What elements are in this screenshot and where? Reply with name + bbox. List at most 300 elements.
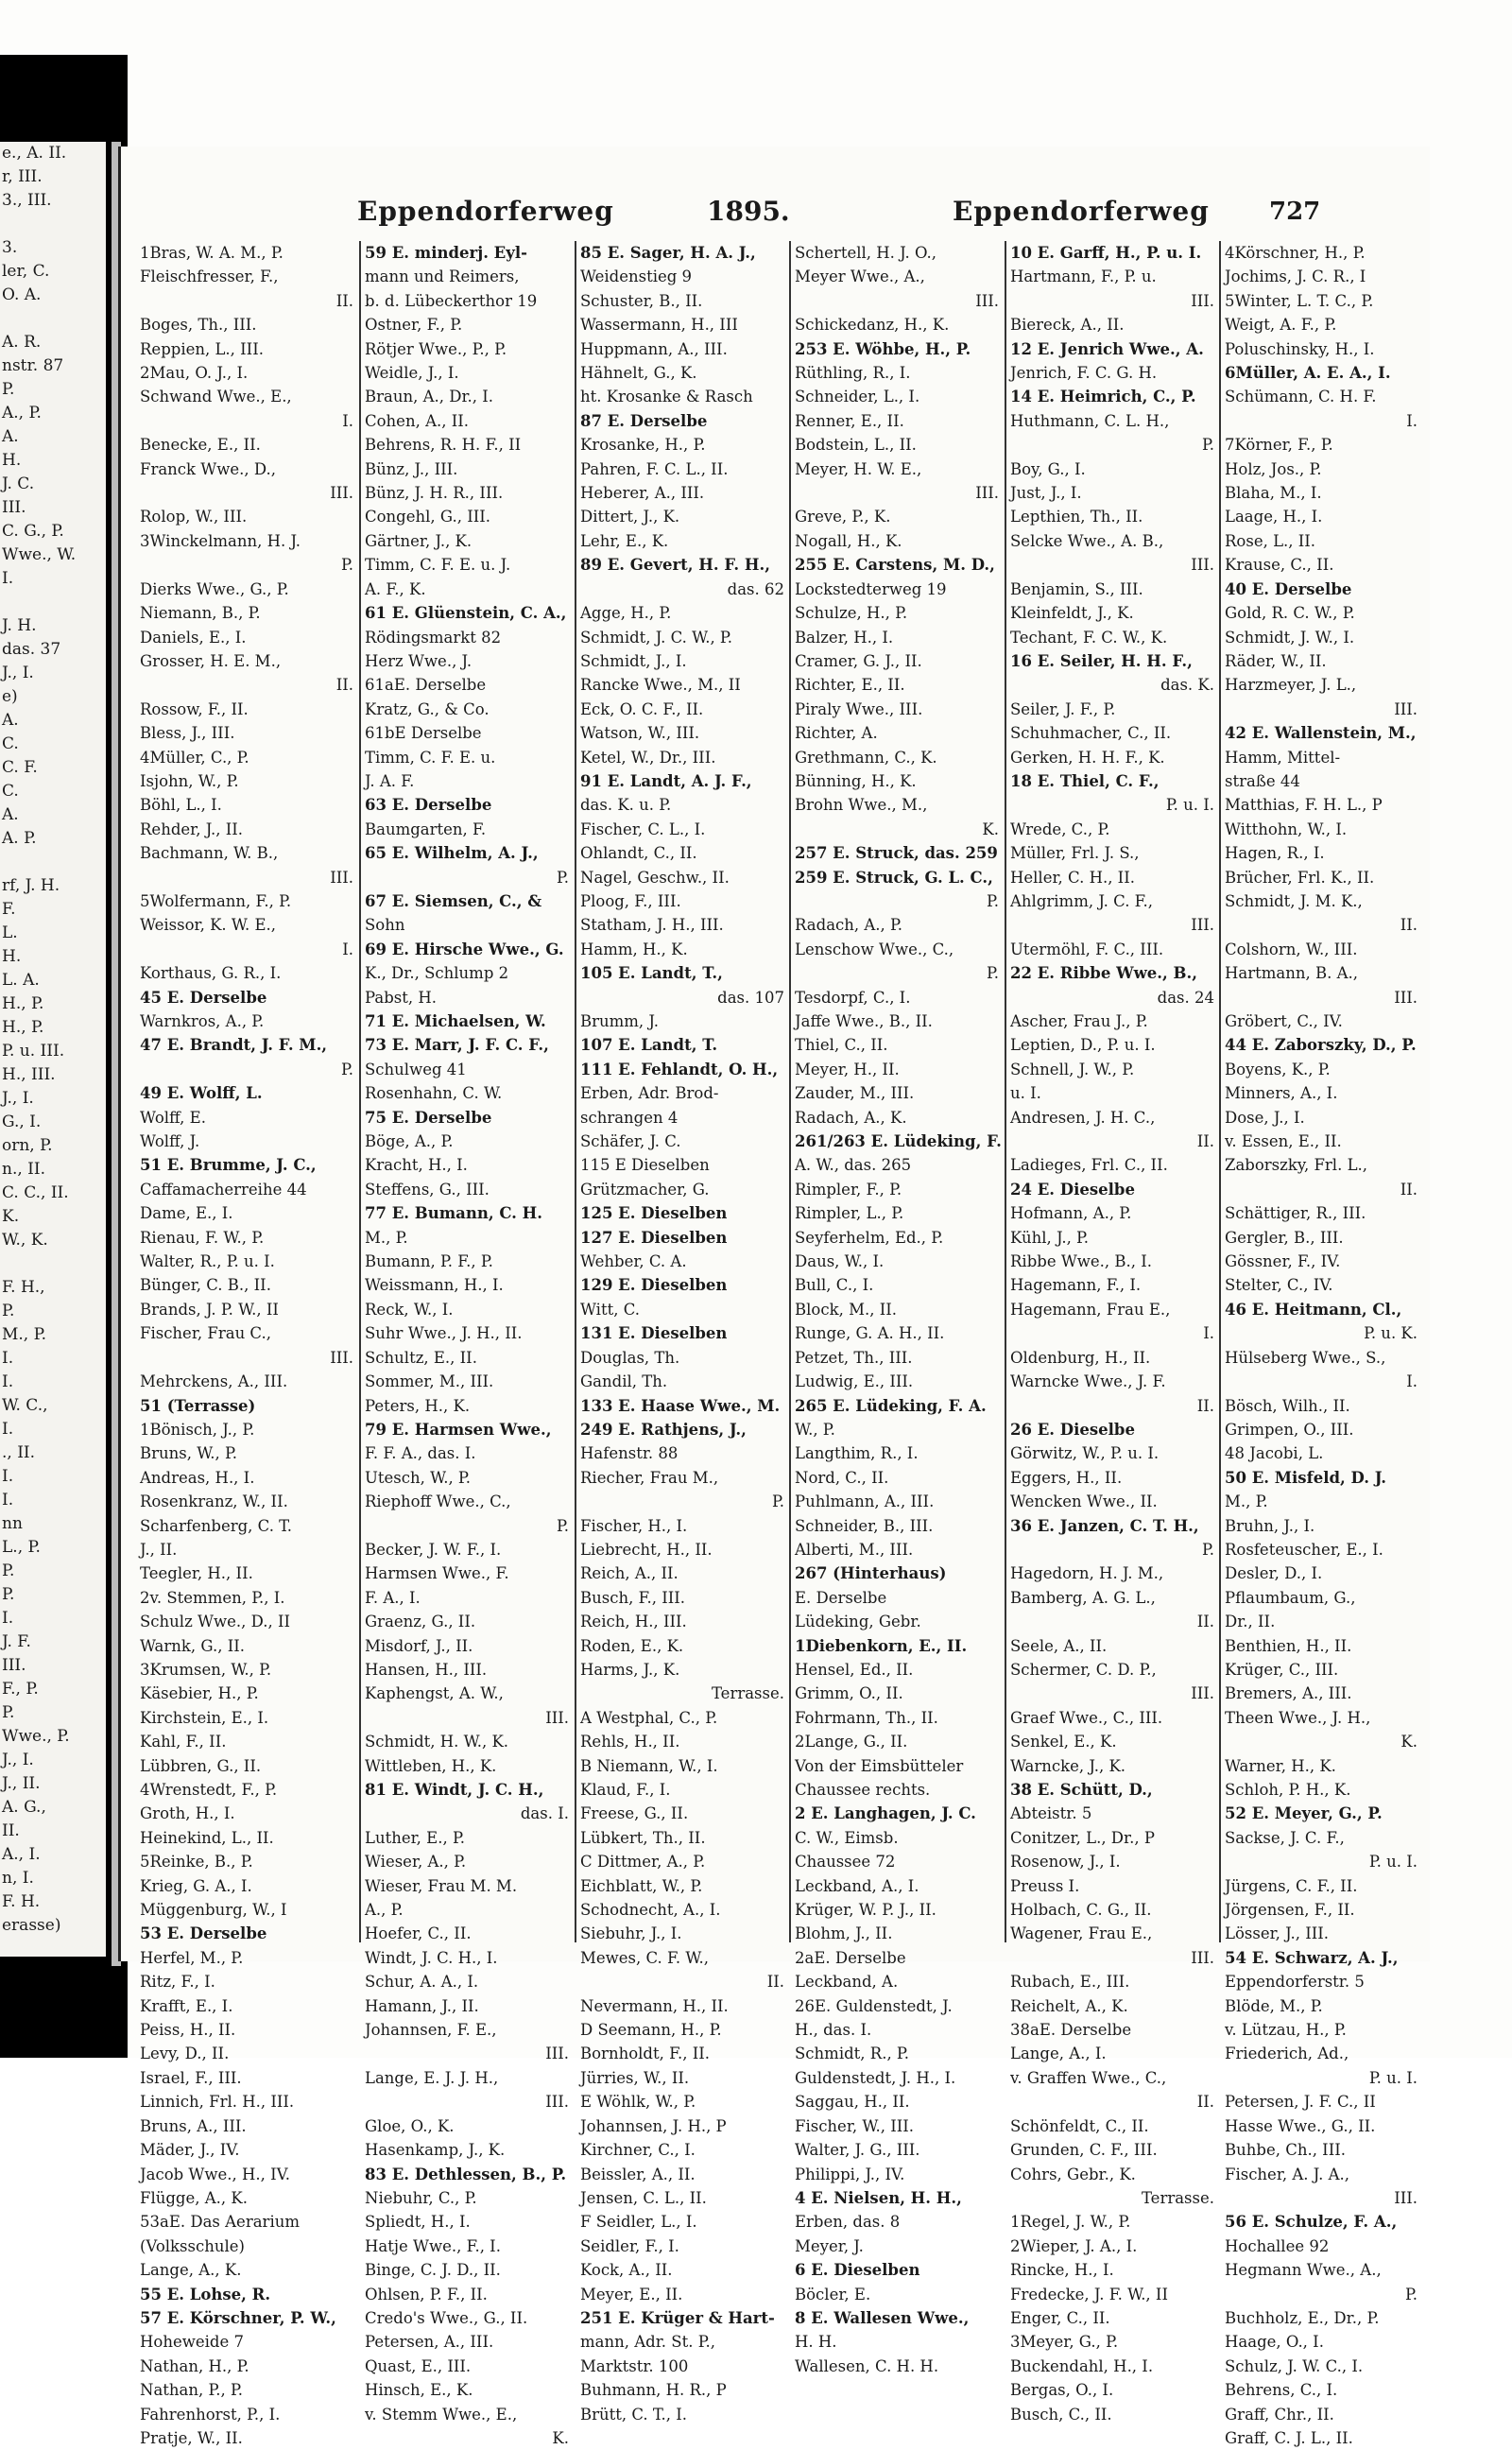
directory-entry-line: Lüdeking, Gebr. [795,1613,921,1631]
left-page-line: I. [2,1609,14,1628]
directory-entry-line: 265 E. Lüdeking, F. A. [795,1396,987,1415]
directory-entry-line: Radach, A., K. [795,1108,907,1127]
directory-entry-line: 61aE. Derselbe [365,676,487,695]
directory-entry-line: Braun, A., Dr., I. [365,388,494,406]
directory-entry-line: Wehber, C. A. [580,1252,687,1271]
directory-entry-line: Schmidt, H. W., K. [365,1733,509,1751]
directory-entry-line: Krieg, G. A., I. [140,1876,252,1895]
directory-entry-line: 91 E. Landt, A. J. F., [580,771,752,790]
directory-entry-line: Teegler, H., II. [140,1564,253,1583]
directory-entry-line: Cohrs, Gebr., K. [1010,2165,1136,2183]
directory-entry-line: Schmidt, R., P. [795,2045,909,2063]
directory-entry-line: 253 E. Wöhbe, H., P. [795,339,971,358]
directory-entry-line: Krüger, C., III. [1225,1660,1339,1679]
directory-entry-line: Benthien, H., II. [1225,1636,1352,1655]
directory-entry-line: Rolop, W., III. [140,508,248,526]
directory-entry-line: Fischer, Frau C., [140,1324,271,1343]
directory-entry-line: Gergler, B., III. [1225,1228,1344,1247]
directory-entry-line: Busch, F., III. [580,1588,685,1607]
directory-entry-line: Käsebier, H., P. [140,1684,259,1703]
directory-entry-line: 54 E. Schwarz, A. J., [1225,1948,1399,1967]
directory-entry-line: Peters, H., K. [365,1396,471,1415]
directory-entry-line: Friederich, Ad., [1225,2045,1349,2063]
directory-entry-line: Weissor, K. W. E., [140,916,277,935]
left-page-line: A. [2,711,19,730]
directory-entry-line: Rüthling, R., I. [795,364,911,383]
directory-entry-line: Oldenburg, H., II. [1010,1348,1151,1367]
directory-entry-line: Rosenow, J., I. [1010,1853,1121,1872]
left-page-line: I. [2,1372,14,1391]
directory-entry-line: C Dittmer, A., P. [580,1853,706,1872]
left-page-line: J. H. [2,616,37,635]
directory-entry-line: 53 E. Derselbe [140,1924,267,1943]
directory-entry-line: Fredecke, J. F. W., II [1010,2285,1168,2303]
left-page-line: 3. [2,238,18,257]
directory-entry-line: Rehls, H., II. [580,1733,680,1751]
directory-entry-line: III. [545,2045,569,2063]
directory-entry-line: Binge, C. J. D., II. [365,2261,501,2280]
directory-entry-line: Chaussee rechts. [795,1781,931,1799]
directory-entry-line: Reppien, L., III. [140,339,264,358]
directory-entry-line: Schuhmacher, C., II. [1010,724,1172,743]
directory-entry-line: 7Körner, F., P. [1225,436,1333,455]
left-page-line: K. [2,1207,20,1226]
left-page-line [0,213,106,236]
directory-entry-line: Bremers, A., III. [1225,1684,1352,1703]
directory-entry-line: Jochims, J. C. R., I [1225,267,1366,286]
directory-entry-line: Herfel, M., P. [140,1948,244,1967]
directory-entry-line: Riephoff Wwe., C., [365,1492,511,1511]
directory-entry-line: Hamann, J., II. [365,1996,479,2015]
left-page-line: II. [2,1821,20,1840]
left-page-line: ., II. [2,1443,36,1462]
directory-entry-line: Becker, J. W. F., I. [365,1540,502,1559]
left-page-line: nstr. 87 [2,356,64,375]
directory-entry-line: 36 E. Janzen, C. T. H., [1010,1516,1199,1535]
directory-entry-line: Buhbe, Ch., III. [1225,2141,1346,2160]
directory-entry-line: Kahl, F., II. [140,1733,227,1751]
directory-entry-line: 38 E. Schütt, D., [1010,1781,1153,1799]
directory-entry-line: 49 E. Wolff, L. [140,1084,263,1103]
left-page-line: P. [2,380,15,399]
left-page-line: 3., III. [2,191,52,210]
directory-entry-line: Pratje, W., II. [140,2428,243,2447]
directory-entry-line: 2Mau, O. J., I. [140,364,249,383]
directory-entry-line: 4Körschner, H., P. [1225,244,1366,262]
directory-entry-line: Graff, Chr., II. [1225,2405,1334,2424]
directory-entry-line: Schulweg 41 [365,1060,467,1078]
directory-entry-line: Petersen, A., III. [365,2333,494,2352]
directory-entry-line: B Niemann, W., I. [580,1756,718,1775]
directory-entry-line: Grimpen, O., III. [1225,1420,1354,1439]
directory-entry-line: Credo's Wwe., G., II. [365,2308,528,2327]
directory-entry-line: Hagemann, F., I. [1010,1276,1142,1295]
directory-entry-line: v. Graffen Wwe., C., [1010,2068,1167,2087]
directory-entry-line: Philippi, J., IV. [795,2165,905,2183]
directory-entry-line: Johannsen, J. H., P [580,2116,727,2135]
directory-entry-line: Schäfer, J. C. [580,1132,681,1151]
directory-entry-line: Rubach, E., III. [1010,1973,1130,1992]
directory-entry-line: III. [1191,556,1214,575]
directory-entry-line: Meyer, H. W. E., [795,459,922,478]
directory-entry-line: P. u. K. [1364,1324,1418,1343]
left-page-line [0,591,106,614]
directory-entry-line: Schmidt, J. C. W., P. [580,628,732,647]
left-page-line: L. [2,923,18,942]
directory-entry-line: Grunden, C. F., III. [1010,2141,1158,2160]
directory-entry-line: v. Lützau, H., P. [1225,2021,1347,2040]
directory-entry-line: 59 E. minderj. Eyl- [365,244,527,262]
directory-entry-line: das. 62 [727,579,784,598]
directory-entry-line: Walter, R., P. u. I. [140,1252,275,1271]
directory-entry-line: Hatje Wwe., F., I. [365,2236,501,2255]
directory-entry-line: Kaphengst, A. W., [365,1684,504,1703]
left-page-line: C. C., II. [2,1183,69,1202]
header-year: 1895. [707,196,790,227]
directory-entry-line: Brumm, J. [580,1012,659,1030]
directory-entry-line: Hartmann, F., P. u. [1010,267,1157,286]
directory-entry-line: 6Müller, A. E. A., I. [1225,364,1391,383]
left-page-line: F. H., [2,1278,45,1297]
directory-entry-line: Watson, W., III. [580,724,700,743]
left-page-line: A., I. [2,1845,41,1864]
directory-entry-line: Bull, C., I. [795,1276,874,1295]
directory-entry-line: Thiel, C., II. [795,1036,888,1055]
directory-column-5 [1010,241,1220,2424]
directory-entry-line: 52 E. Meyer, G., P. [1225,1804,1383,1823]
directory-entry-line: Brands, J. P. W., II [140,1300,279,1319]
directory-entry-line: Daus, W., I. [795,1252,885,1271]
directory-entry-line: Alberti, M., III. [795,1540,914,1559]
directory-entry-line: Brücher, Frl. K., II. [1225,868,1375,887]
directory-entry-line: Fohrmann, Th., II. [795,1708,938,1727]
directory-entry-line: 249 E. Rathjens, J., [580,1420,747,1439]
directory-entry-line: 51 (Terrasse) [140,1396,256,1415]
directory-entry-line: 251 E. Krüger & Hart- [580,2308,775,2327]
directory-entry-line: F. A., I. [365,1588,421,1607]
left-page-line: H., P. [2,994,44,1013]
directory-entry-line: Boy, G., I. [1010,459,1086,478]
directory-entry-line: Rienau, F. W., P. [140,1228,265,1247]
directory-entry-line: Windt, J. C. H., I. [365,1948,498,1967]
directory-entry-line: Buckendahl, H., I. [1010,2356,1154,2375]
directory-entry-line: Riecher, Frau M., [580,1468,719,1487]
directory-entry-line: Schmidt, J. M. K., [1225,891,1363,910]
directory-entry-line: Colshorn, W., III. [1225,940,1358,958]
directory-entry-line: Gärtner, J., K. [365,531,472,550]
directory-entry-line: II. [335,291,353,310]
directory-entry-line: Hähnelt, G., K. [580,364,697,383]
directory-entry-line: Graff, C. J. L., II. [1225,2428,1353,2447]
directory-entry-line: Wolff, J. [140,1132,200,1151]
directory-entry-line: Langthim, R., I. [795,1444,919,1463]
directory-entry-line: 48 Jacobi, L. [1225,1444,1324,1463]
directory-entry-line: Ascher, Frau J., P. [1010,1012,1148,1030]
directory-entry-line: II. [1196,2093,1214,2112]
directory-entry-line: Cramer, G. J., II. [795,651,922,670]
directory-entry-line: Fahrenhorst, P., I. [140,2405,281,2424]
directory-entry-line: Wagener, Frau E., [1010,1924,1153,1943]
directory-entry-line: Andreas, H., I. [140,1468,255,1487]
directory-entry-line: das. K. [1160,676,1214,695]
directory-entry-line: Huppmann, A., III. [580,339,728,358]
directory-entry-line: H. H. [795,2333,837,2352]
directory-entry-line: II. [1196,1396,1214,1415]
directory-entry-line: Ploog, F., III. [580,891,681,910]
left-page-line: C. [2,782,19,801]
left-page-line: III. [2,1656,26,1675]
directory-entry-line: Schickedanz, H., K. [795,316,950,335]
directory-entry-line: Eck, O. C. F., II. [580,699,704,718]
left-page-line: e) [2,687,18,706]
directory-entry-line: W., P. [795,1420,835,1439]
directory-entry-line: 44 E. Zaborszky, D., P. [1225,1036,1417,1055]
directory-entry-line: Roden, E., K. [580,1636,684,1655]
directory-entry-line: III. [1191,1684,1214,1703]
directory-entry-line: Fischer, W., III. [795,2116,914,2135]
directory-entry-line: Weidenstieg 9 [580,267,693,286]
directory-entry-line: Holz, Jos., P. [1225,459,1322,478]
directory-entry-line: Wrede, C., P. [1010,820,1110,838]
directory-entry-line: P. u. I. [1165,796,1214,815]
directory-entry-line: Hofmann, A., P. [1010,1204,1132,1223]
directory-entry-line: Hamm, Mittel- [1225,748,1341,767]
directory-entry-line: Daniels, E., I. [140,628,247,647]
directory-entry-line: 1Regel, J. W., P. [1010,2213,1131,2232]
directory-entry-line: Selcke Wwe., A. B., [1010,531,1164,550]
left-page-line: J., I. [2,1751,34,1769]
left-page-line: I. [2,1467,14,1486]
directory-entry-line: Schneider, B., III. [795,1516,934,1535]
left-page-line: C. F. [2,758,38,777]
directory-entry-line: Ketel, W., Dr., III. [580,748,716,767]
left-page-line: F. [2,900,16,919]
left-page-line: O. A. [2,285,42,304]
directory-entry-line: 81 E. Windt, J. C. H., [365,1781,544,1799]
left-page-line [0,307,106,331]
directory-entry-line: Böcler, E. [795,2285,871,2303]
directory-entry-line: Walter, J. G., III. [795,2141,920,2160]
directory-entry-line: 73 E. Marr, J. F. C. F., [365,1036,549,1055]
directory-entry-line: Enger, C., II. [1010,2308,1110,2327]
directory-entry-line: Sackse, J. C. F., [1225,1828,1345,1847]
directory-entry-line: 71 E. Michaelsen, W. [365,1012,546,1030]
directory-entry-line: das. K. u. P. [580,796,672,815]
directory-entry-line: 115 E Dieselben [580,1156,710,1175]
directory-entry-line: Schümann, C. H. F. [1225,388,1377,406]
directory-entry-line: v. Essen, E., II. [1225,1132,1342,1151]
directory-entry-line: I. [1406,411,1418,430]
directory-entry-line: straße 44 [1225,771,1300,790]
directory-entry-line: Kühl, J., P. [1010,1228,1090,1247]
directory-entry-line: Reichelt, A., K. [1010,1996,1128,2015]
directory-entry-line: Wolff, E. [140,1108,206,1127]
directory-entry-line: Schertell, H. J. O., [795,244,937,262]
directory-entry-line: Isjohn, W., P. [140,771,239,790]
directory-entry-line: Runge, G. A. H., II. [795,1324,945,1343]
directory-entry-line: Krüger, W. P. J., II. [795,1901,936,1920]
directory-entry-line: Liebrecht, H., II. [580,1540,713,1559]
left-page-line: A. R. [2,333,42,352]
directory-entry-line: Lange, A., I. [1010,2045,1107,2063]
left-page-line: L., P. [2,1538,41,1557]
directory-entry-line: F Seidler, L., I. [580,2213,697,2232]
directory-entry-line: III. [975,291,999,310]
left-page-line: Wwe., P. [2,1727,70,1746]
directory-entry-line: 42 E. Wallenstein, M., [1225,724,1417,743]
directory-entry-line: Blaha, M., I. [1225,484,1322,503]
directory-entry-line: 1Bönisch, J., P. [140,1420,255,1439]
directory-entry-line: Witt, C. [580,1300,640,1319]
directory-entry-line: P. [1404,2285,1418,2303]
directory-entry-line: Kracht, H., I. [365,1156,468,1175]
directory-entry-line: Rötjer Wwe., P., P. [365,339,507,358]
directory-entry-line: Reich, H., III. [580,1613,687,1631]
directory-entry-line: 3Winckelmann, H. J. [140,531,301,550]
directory-entry-line: Hartmann, B. A., [1225,964,1358,983]
left-page-line: I. [2,1491,14,1510]
directory-entry-line: Boges, Th., III. [140,316,257,335]
directory-entry-line: Piraly Wwe., III. [795,699,923,718]
directory-entry-line: Heller, C. H., II. [1010,868,1135,887]
left-page-line: A. P. [2,829,37,848]
directory-column-6 [1225,241,1423,2447]
directory-entry-line: 1Diebenkorn, E., II. [795,1636,968,1655]
directory-entry-line: Preuss I. [1010,1876,1080,1895]
directory-entry-line: Wieser, Frau M. M. [365,1876,518,1895]
directory-entry-line: Mäder, J., IV. [140,2141,240,2160]
directory-entry-line: 10 E. Garff, H., P. u. I. [1010,244,1202,262]
directory-entry-line: I. [1203,1324,1214,1343]
directory-entry-line: Bünz, J. H. R., III. [365,484,504,503]
directory-entry-line: Kirchner, C., I. [580,2141,696,2160]
directory-entry-line: Schloh, P. H., K. [1225,1781,1351,1799]
directory-entry-line: 6 E. Dieselben [795,2261,920,2280]
left-page-line: A., P. [2,404,42,423]
directory-entry-line: Petersen, J. F. C., II [1225,2093,1376,2112]
directory-entry-line: Rose, L., II. [1225,531,1316,550]
directory-entry-line: Nagel, Geschw., II. [580,868,730,887]
directory-entry-line: Seyferhelm, Ed., P. [795,1228,944,1247]
directory-entry-line: 2Lange, G., II. [795,1733,908,1751]
directory-entry-line: 2Wieper, J. A., I. [1010,2236,1138,2255]
directory-entry-line: u. I. [1010,1084,1041,1103]
directory-entry-line: Schulz Wwe., D., II [140,1613,291,1631]
directory-entry-line: Lehr, E., K. [580,531,669,550]
directory-entry-line: P. [986,891,999,910]
directory-entry-line: Guldenstedt, J. H., I. [795,2068,956,2087]
left-page-line [0,851,106,874]
directory-entry-line: Bruns, W., P. [140,1444,238,1463]
directory-entry-line: Schmidt, J., I. [580,651,687,670]
directory-entry-line: Dose, J., I. [1225,1108,1305,1127]
directory-entry-line: Böge, A., P. [365,1132,454,1151]
directory-entry-line: 261/263 E. Lüdeking, F. [795,1132,1002,1151]
directory-entry-line: Seiler, J. F., P. [1010,699,1116,718]
directory-entry-line: Schnell, J. W., P. [1010,1060,1135,1078]
directory-entry-line: Desler, D., I. [1225,1564,1323,1583]
directory-entry-line: 22 E. Ribbe Wwe., B., [1010,964,1197,983]
directory-entry-line: Petzet, Th., III. [795,1348,913,1367]
directory-entry-line: Grützmacher, G. [580,1180,710,1199]
directory-entry-line: II. [766,1973,784,1992]
directory-entry-line: Rosenhahn, C. W. [365,1084,503,1103]
directory-entry-line: 55 E. Lohse, R. [140,2285,271,2303]
directory-entry-line: Niebuhr, C., P. [365,2188,477,2207]
directory-entry-line: ht. Krosanke & Rasch [580,388,753,406]
directory-entry-line: 57 E. Körschner, P. W., [140,2308,336,2327]
directory-entry-line: 129 E. Dieselben [580,1276,728,1295]
left-page-line: L. A. [2,971,40,990]
directory-entry-line: Fischer, A. J. A., [1225,2165,1350,2183]
directory-entry-line: Gröbert, C., IV. [1225,1012,1343,1030]
directory-entry-line: II. [1196,1613,1214,1631]
directory-entry-line: Behrens, C., I. [1225,2381,1338,2400]
directory-entry-line: Hoheweide 7 [140,2333,244,2352]
directory-entry-line: Warnk, G., II. [140,1636,245,1655]
directory-entry-line: Ohlandt, C., II. [580,844,697,863]
directory-entry-line: schrangen 4 [580,1108,679,1127]
left-page-line: J. C. [2,474,35,493]
directory-entry-line: K. [552,2428,569,2447]
left-page-line: orn, P. [2,1136,53,1155]
directory-entry-line: 3Krumsen, W., P. [140,1660,272,1679]
left-page-line: A. G., [2,1798,46,1817]
directory-entry-line: Ludwig, E., III. [795,1372,914,1391]
directory-entry-line: Chaussee 72 [795,1853,896,1872]
directory-entry-line: Hamm, H., K. [580,940,688,958]
left-page-line: H. [2,451,22,470]
directory-entry-line: Agge, H., P. [580,604,672,623]
directory-entry-line: Nathan, H., P. [140,2356,249,2375]
directory-entry-line: 125 E. Dieselben [580,1204,728,1223]
directory-entry-line: Witthohn, W., I. [1225,820,1348,838]
directory-entry-line: Nathan, P., P. [140,2381,243,2400]
left-page-line: das. 37 [2,640,61,659]
directory-entry-line: Misdorf, J., II. [365,1636,473,1655]
directory-entry-line: A. W., das. 265 [795,1156,912,1175]
directory-entry-line: Poluschinsky, H., I. [1225,339,1375,358]
directory-entry-line: Böhl, L., I. [140,796,222,815]
directory-entry-line: Hagemann, Frau E., [1010,1300,1171,1319]
directory-entry-line: 1Bras, W. A. M., P. [140,244,284,262]
directory-entry-line: Schmidt, J. W., I. [1225,628,1355,647]
left-page-line: J., II. [2,1774,41,1793]
directory-entry-line: Timm, C. F. E. u. J. [365,556,511,575]
directory-entry-line: 14 E. Heimrich, C., P. [1010,388,1196,406]
left-page-line: H., III. [2,1065,56,1084]
directory-entry-line: Terrasse. [711,1684,784,1703]
directory-entry-line: 16 E. Seiler, H. H. F., [1010,651,1193,670]
directory-entry-line: Franck Wwe., D., [140,459,276,478]
directory-entry-line: Reck, W., I. [365,1300,454,1319]
directory-entry-line: 69 E. Hirsche Wwe., G. [365,940,564,958]
directory-entry-line: Dr., II. [1225,1613,1276,1631]
directory-entry-line: 18 E. Thiel, C. F., [1010,771,1160,790]
directory-entry-line: Radach, A., P. [795,916,903,935]
directory-column-1 [140,241,359,2447]
directory-entry-line: Caffamacherreihe 44 [140,1180,307,1199]
directory-entry-line: Jaffe Wwe., B., II. [795,1012,933,1030]
directory-entry-line: Cohen, A., II. [365,411,469,430]
directory-entry-line: Luther, E., P. [365,1828,465,1847]
directory-page [118,147,1430,2447]
directory-entry-line: Rossow, F., II. [140,699,249,718]
directory-entry-line: Schneider, L., I. [795,388,920,406]
directory-entry-line: P. u. I. [1368,1853,1418,1872]
directory-entry-line: Warncke Wwe., J. F. [1010,1372,1166,1391]
directory-entry-line: III. [1394,988,1418,1007]
